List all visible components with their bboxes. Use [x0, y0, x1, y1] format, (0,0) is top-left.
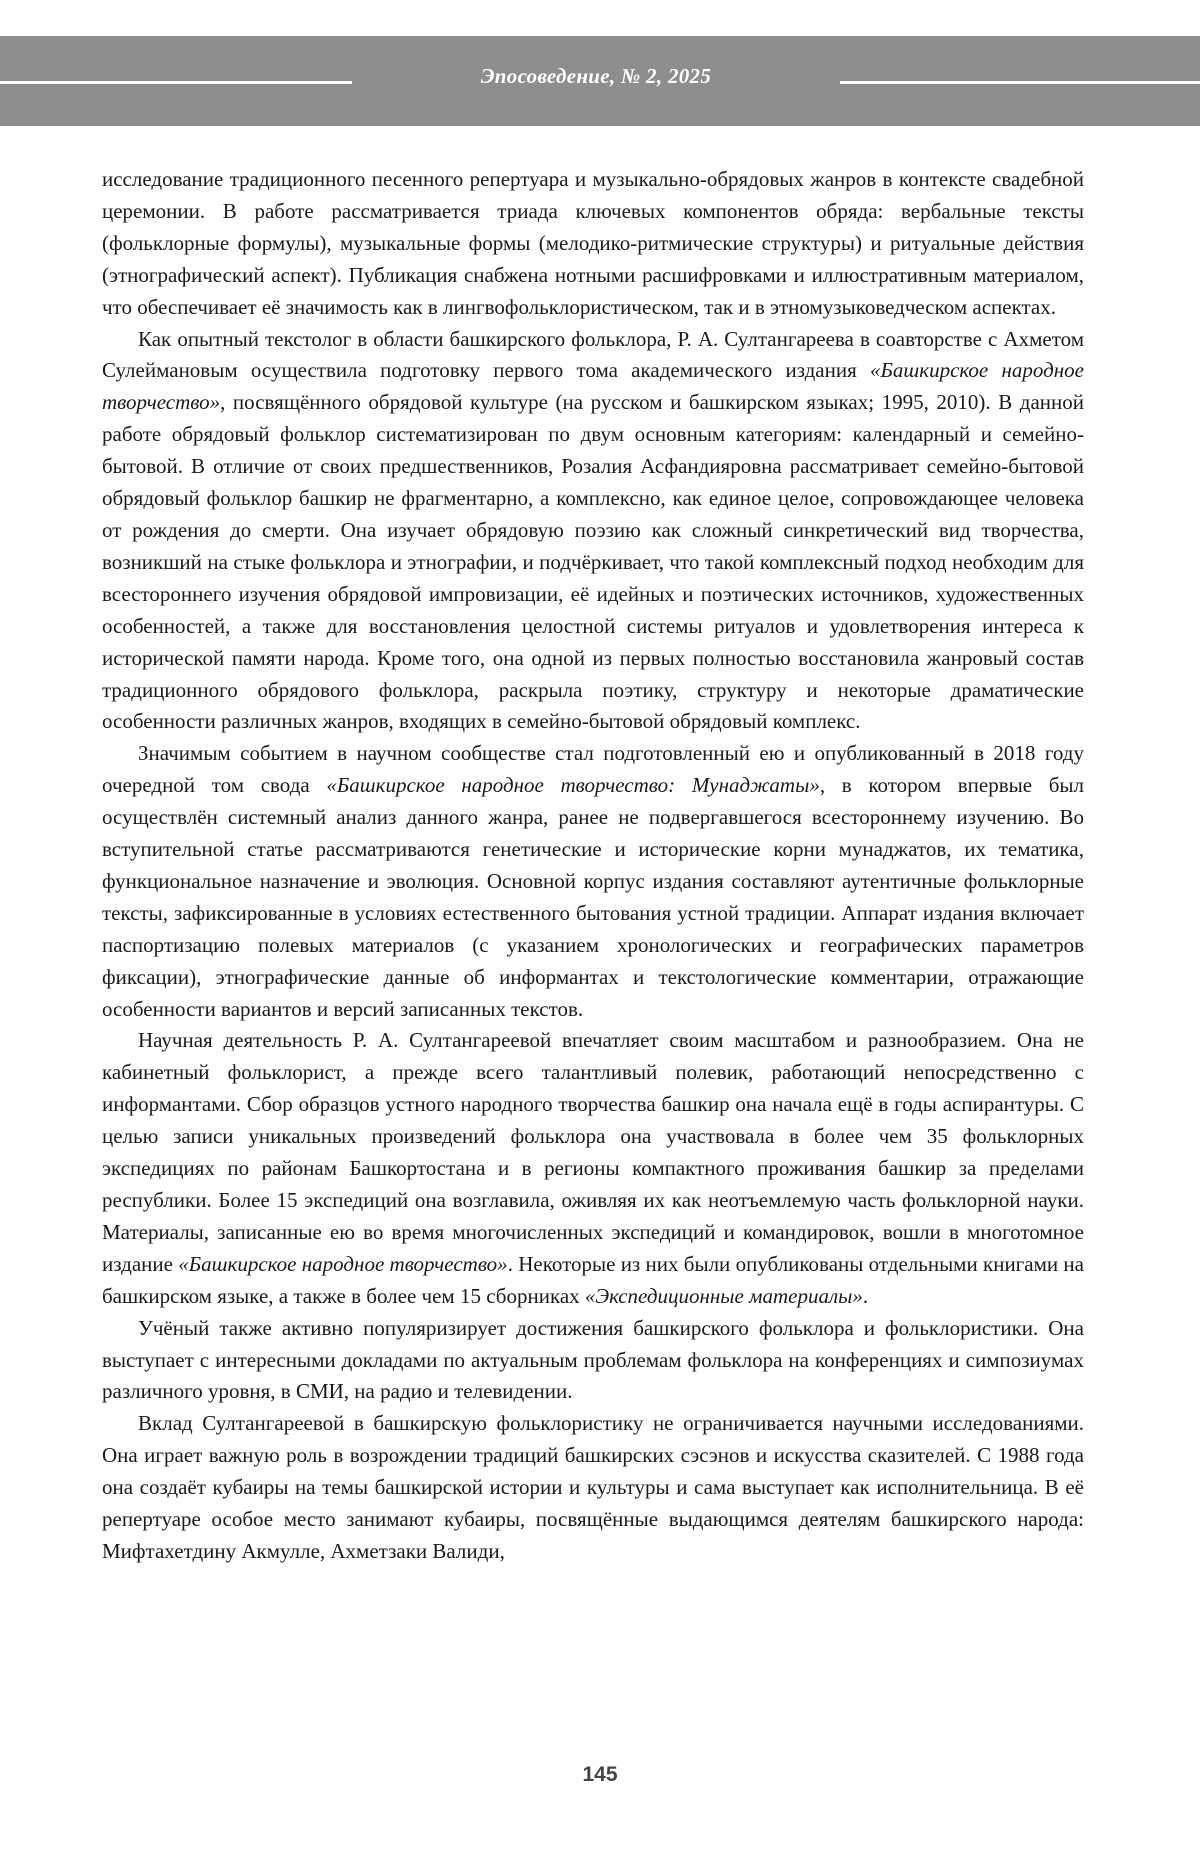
cited-title: «Башкирское народное творчество: Мунаджаты»	[326, 773, 820, 798]
text-run: , посвящённого обрядовой культуре (на русском и башкирском языках; 1995, 2010). В данной работе обрядовый фольклор систематизирован по двум основным категориям: календарный и семейно-бытовой. В отличие от своих предшественников, Розалия Асфандияровна рассматривает семейно-бытовой обрядовый фольклор башкир не фрагментарно, а комплексно, как единое целое, сопровождающее человека от рождения до смерти. Она изучает обрядовую поэзию как сложный синкретический вид творчества, возникший на стыке фольклора и этнографии, и подчёркивает, что такой комплексный подход необходим для всестороннего изучения обрядовой импровизации, её идейных и поэтических источников, художественных особенностей, а также для восстановления целостной системы ритуалов и удовлетворения интереса к исторической памяти народа. Кроме того, она одной из первых полностью восстановила жанровый состав традиционного обрядового фольклора, раскрыла поэтику, структуру и некоторые драматические особенности различных жанров, входящих в семейно-бытовой обрядовый комплекс.	[102, 390, 1084, 734]
page-number: 145	[582, 1763, 618, 1786]
paragraph	[102, 324, 1084, 739]
text-run: Учёный также активно популяризирует достижения башкирского фольклора и фольклористики. Она выступает с интересными докладами по актуальным проблемам фольклора на конференциях и симпозиумах различного уровня, в СМИ, на радио и телевидении.	[102, 1315, 1084, 1404]
cited-title: «Башкирское народное творчество»	[178, 1251, 508, 1276]
header-rule-left	[0, 81, 352, 84]
header-rule-right	[840, 81, 1200, 84]
paragraph	[102, 1025, 1084, 1312]
text-run: . Некоторые из них были опубликованы отдельными книгами на башкирском языке, а также в более чем 15 сборниках	[102, 1251, 1084, 1308]
paragraph	[102, 738, 1084, 1025]
paragraph	[102, 1313, 1084, 1409]
text-run: Научная деятельность Р. А. Султангареевой впечатляет своим масштабом и разнообразием. Она не кабинетный фольклорист, а прежде всего талантливый полевик, работающий непосредственно с информантами. Сбор образцов устного народного творчества башкир она начала ещё в годы аспирантуры. С целью записи уникальных произведений фольклора она участвовала в более чем 35 фольклорных экспедициях по районам Башкортостана и в регионы компактного проживания башкир за пределами республики. Более 15 экспедиций она возглавила, оживляя их как неотъемлемую часть фольклорной науки. Материалы, записанные ею во время многочисленных экспедиций и командировок, вошли в многотомное издание	[102, 1028, 1084, 1276]
article-body	[102, 164, 1084, 1568]
cited-title: «Экспедиционные материалы»	[584, 1283, 863, 1308]
paragraph	[102, 164, 1084, 324]
running-header	[0, 36, 1200, 126]
text-run: Вклад Султангареевой в башкирскую фольклористику не ограничивается научными исследованиями. Она играет важную роль в возрождении традиций башкирских сэсэнов и искусства сказителей. С 1988 года она создаёт кубаиры на темы башкирской истории и культуры и сама выступает как исполнительница. В её репертуаре особое место занимают кубаиры, посвящённые выдающимся деятелям башкирского народа: Мифтахетдину Акмулле, Ахметзаки Валиди,	[102, 1411, 1084, 1563]
text-run: исследование традиционного песенного репертуара и музыкально-обрядовых жанров в контексте свадебной церемонии. В работе рассматривается триада ключевых компонентов обряда: вербальные тексты (фольклорные формулы), музыкальные формы (мелодико-ритмические структуры) и ритуальные действия (этнографический аспект). Публикация снабжена нотными расшифровками и иллюстративным материалом, что обеспечивает её значимость как в лингвофольклористическом, так и в этномузыковедческом аспектах.	[102, 167, 1084, 319]
cited-title: «Башкирское народное творчество»	[102, 358, 1085, 415]
text-run: .	[862, 1283, 869, 1308]
paragraph	[102, 1408, 1084, 1568]
journal-title: Эпосоведение, № 2, 2025	[480, 64, 712, 88]
text-run: , в котором впервые был осуществлён системный анализ данного жанра, ранее не подвергавшегося всестороннему изучению. Во вступительной статье рассматриваются генетические и исторические корни мунаджатов, их тематика, функциональное назначение и эволюция. Основной корпус издания составляют аутентичные фольклорные тексты, зафиксированные в условиях естественного бытования устной традиции. Аппарат издания включает паспортизацию полевых материалов (с указанием хронологических и географических параметров фиксации), этнографические данные об информантах и текстологические комментарии, отражающие особенности вариантов и версий записанных текстов.	[102, 773, 1084, 1021]
text-run: Как опытный текстолог в области башкирского фольклора, Р. А. Султангареева в соавторстве с Ахметом Сулеймановым осуществила подготовку первого тома академического издания	[102, 326, 1084, 383]
text-run: Значимым событием в научном сообществе стал подготовленный ею и опубликованный в 2018 году очередной том свода	[102, 741, 1084, 798]
